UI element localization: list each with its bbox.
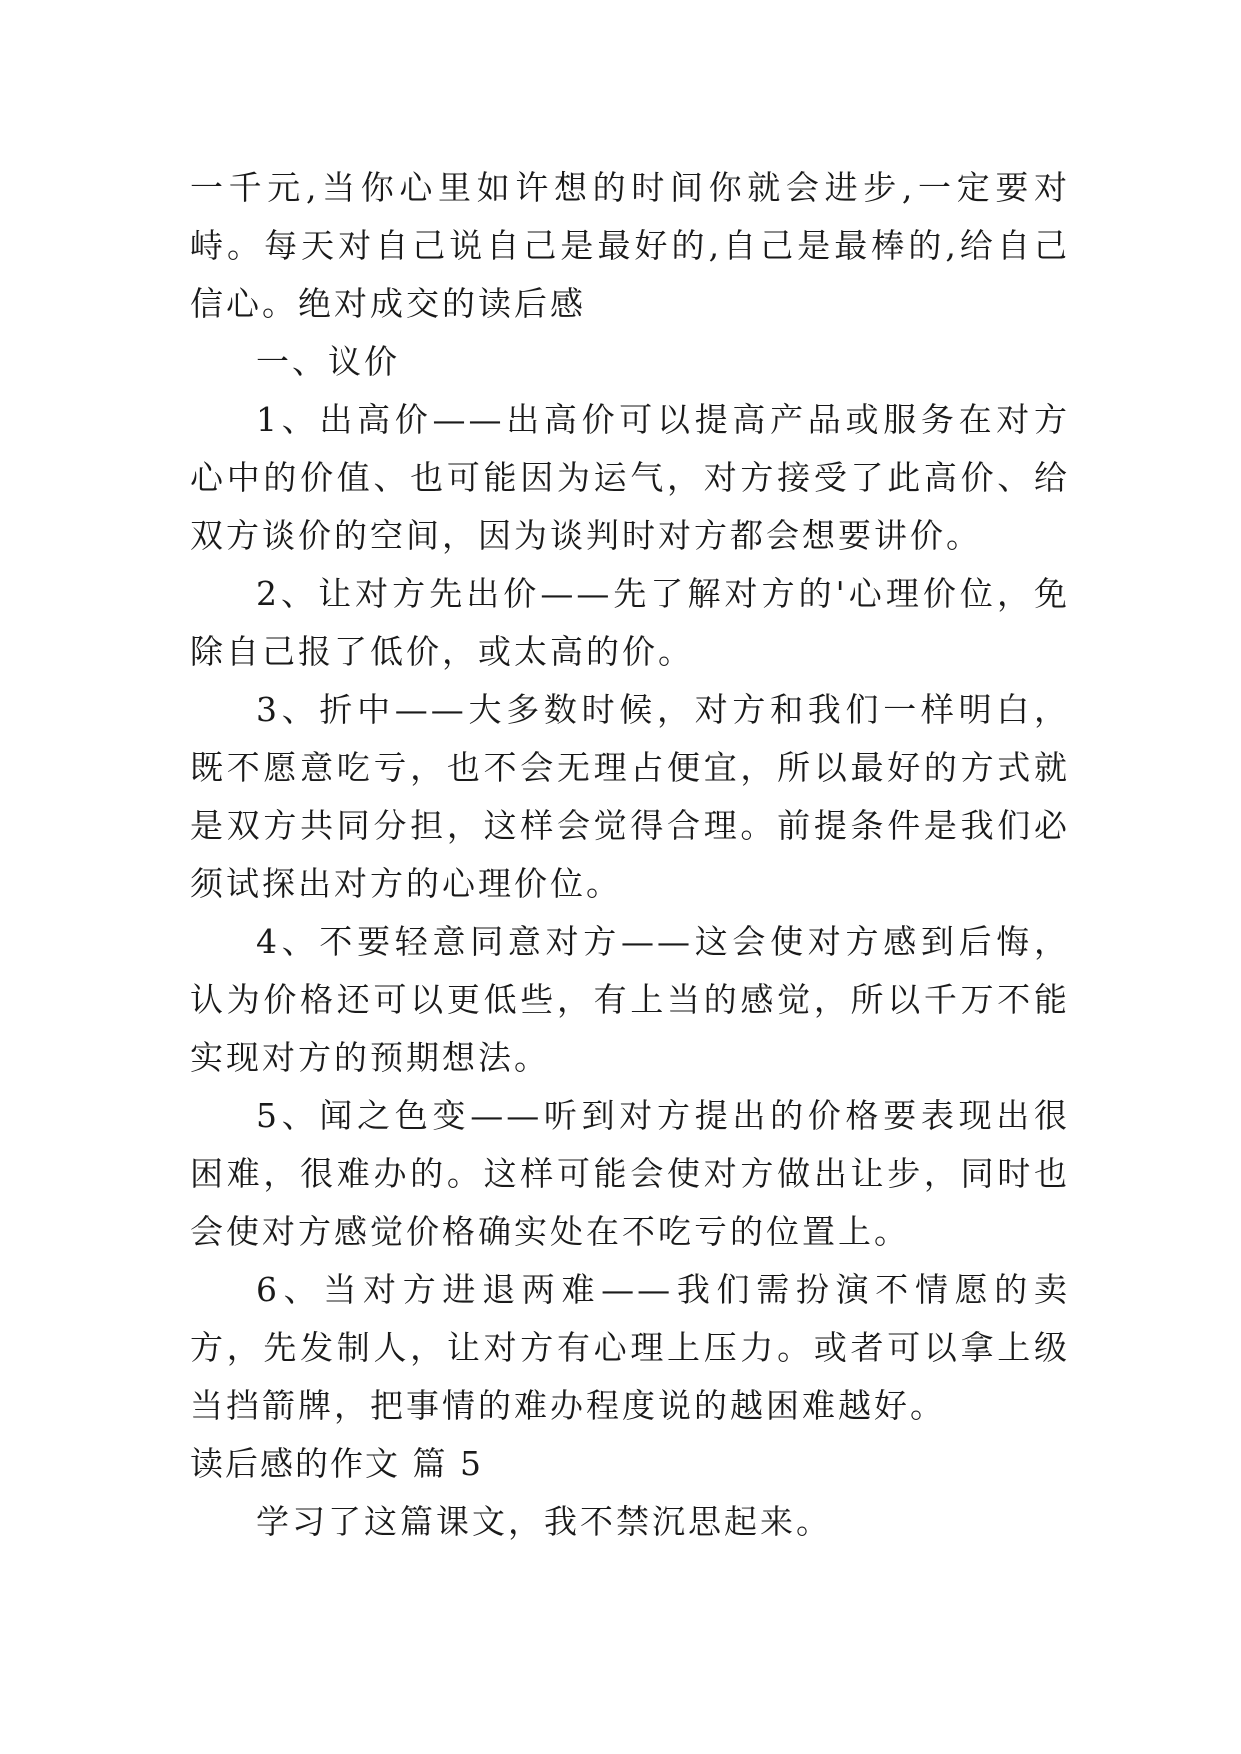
paragraph-item-6: 6、当对方进退两难——我们需扮演不情愿的卖方，先发制人，让对方有心理上压力。或者可以拿上级当挡箭牌，把事情的难办程度说的越困难越好。 bbox=[190, 1270, 1070, 1425]
paragraph-intro: 一千元,当你心里如许想的时间你就会进步,一定要对峙。每天对自己说自己是最好的,自己是最棒的,给自己信心。绝对成交的读后感 bbox=[190, 168, 1070, 323]
paragraph-item-2: 2、让对方先出价——先了解对方的'心理价位，免除自己报了低价，或太高的价。 bbox=[190, 574, 1070, 671]
paragraph-closing: 学习了这篇课文，我不禁沉思起来。 bbox=[256, 1502, 832, 1541]
paragraph-item-1: 1、出高价——出高价可以提高产品或服务在对方心中的价值、也可能因为运气，对方接受了此高价、给双方谈价的空间，因为谈判时对方都会想要讲价。 bbox=[190, 400, 1070, 555]
document-body bbox=[190, 159, 1070, 1551]
paragraph-item-4: 4、不要轻意同意对方——这会使对方感到后悔，认为价格还可以更低些，有上当的感觉，所以千万不能实现对方的预期想法。 bbox=[190, 922, 1070, 1077]
section-heading-bargaining: 一、议价 bbox=[256, 342, 400, 381]
paragraph-item-3: 3、折中——大多数时候，对方和我们一样明白，既不愿意吃亏，也不会无理占便宜，所以最好的方式就是双方共同分担，这样会觉得合理。前提条件是我们必须试探出对方的心理价位。 bbox=[190, 690, 1070, 903]
article-heading: 读后感的作文 篇 5 bbox=[190, 1444, 483, 1483]
paragraph-item-5: 5、闻之色变——听到对方提出的价格要表现出很困难，很难办的。这样可能会使对方做出让步，同时也会使对方感觉价格确实处在不吃亏的位置上。 bbox=[190, 1096, 1070, 1251]
